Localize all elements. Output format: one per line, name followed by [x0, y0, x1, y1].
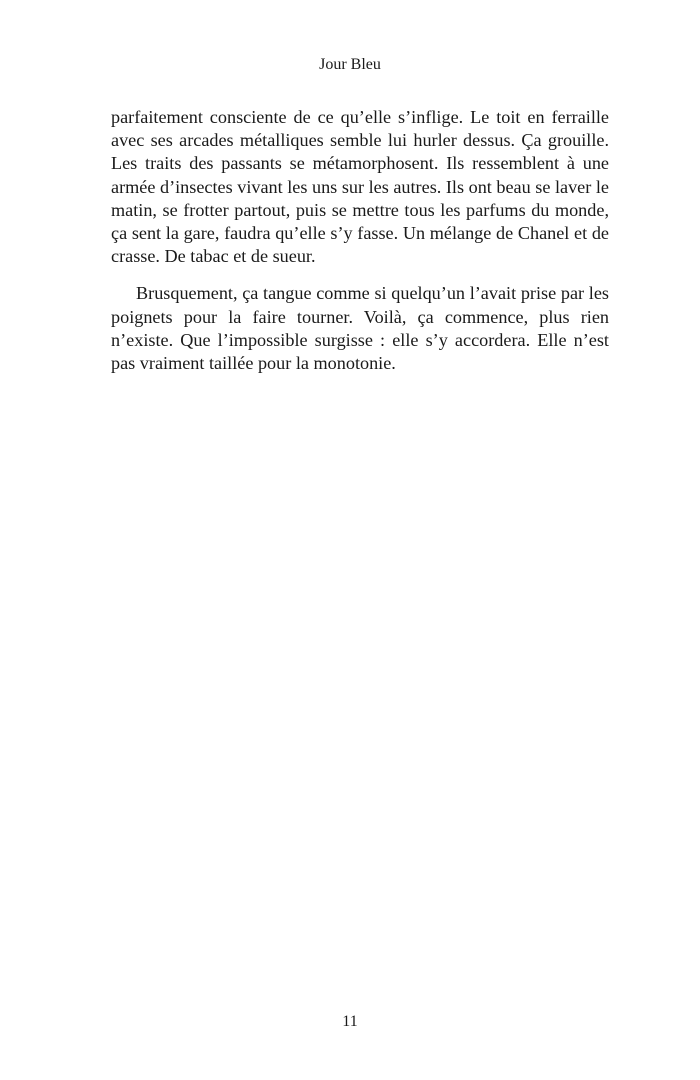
body-text	[111, 106, 609, 375]
page-number: 11	[342, 1013, 358, 1030]
paragraph-1: parfaitement consciente de ce qu’elle s’inflige. Le toit en ferraille avec ses arcades métalliques semble lui hurler dessus. Ça grouille. Les traits des passants se métamorphosent. Ils ressemblent à une armée d’insectes vivant les uns sur les autres. Ils ont beau se laver le matin, se frotter partout, puis se mettre tous les parfums du monde, ça sent la gare, faudra qu’elle s’y fasse. Un mélange de Chanel et de crasse. De tabac et de sueur.	[111, 107, 609, 267]
paragraph-2: Brusquement, ça tangue comme si quelqu’un l’avait prise par les poignets pour la faire tourner. Voilà, ça commence, plus rien n’existe. Que l’impossible surgisse : elle s’y accordera. Elle n’est pas vraiment taillée pour la monotonie.	[111, 283, 609, 374]
running-title: Jour Bleu	[319, 56, 381, 73]
